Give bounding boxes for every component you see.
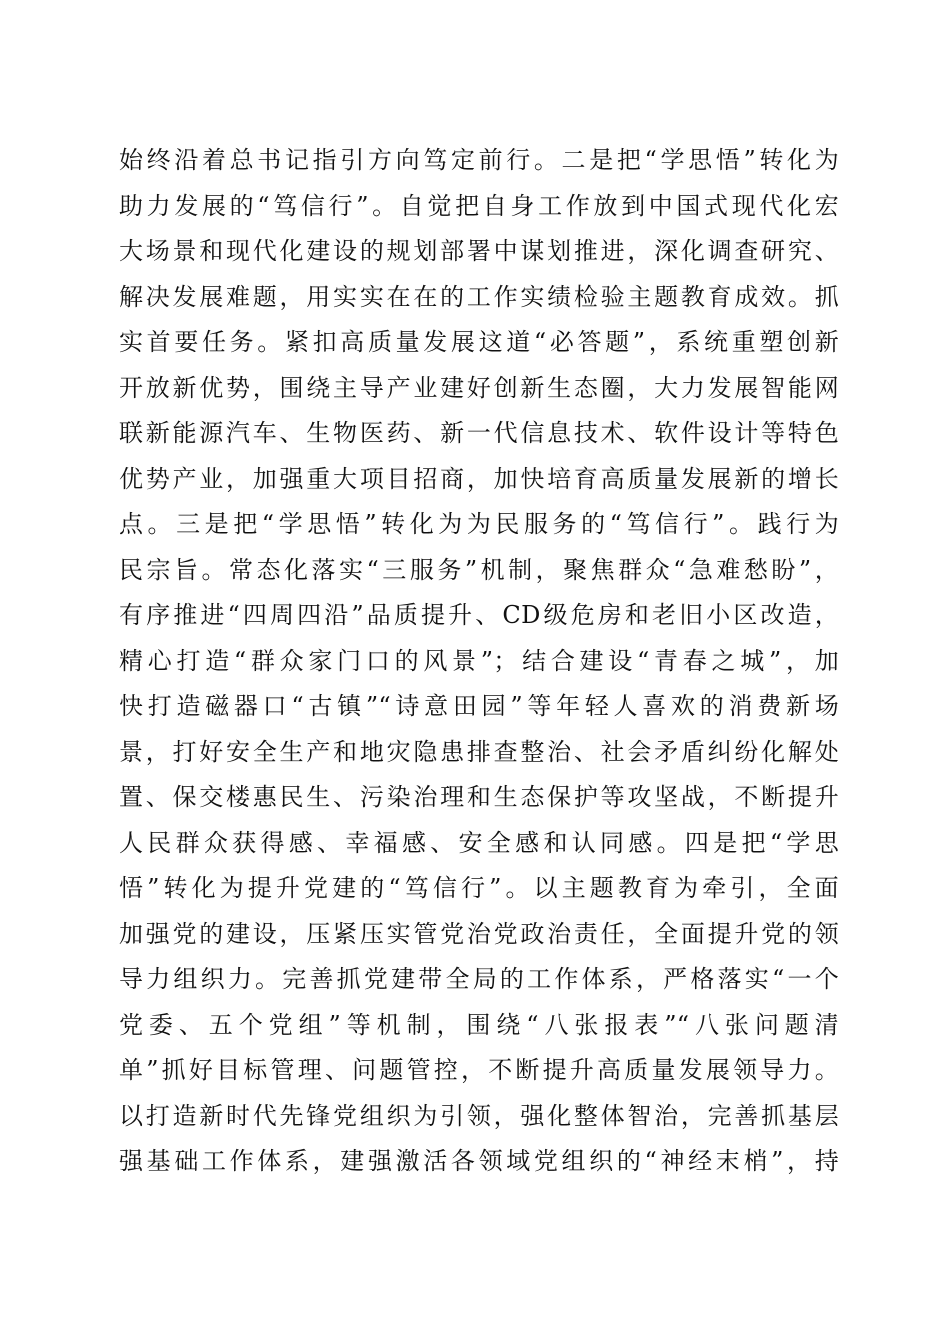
text-line: 有序推进“四周四沿”品质提升、CD级危房和老旧小区改造， <box>119 601 839 629</box>
text-line: 单”抓好目标管理、问题管控，不断提升高质量发展领导力。 <box>119 1056 839 1084</box>
text-line: 导力组织力。完善抓党建带全局的工作体系，严格落实“一个 <box>119 965 839 993</box>
text-line: 始终沿着总书记指引方向笃定前行。二是把“学思悟”转化为 <box>119 146 839 174</box>
text-line: 助力发展的“笃信行”。自觉把自身工作放到中国式现代化宏 <box>119 191 839 220</box>
text-line: 置、保交楼惠民生、污染治理和生态保护等攻坚战，不断提升 <box>119 783 839 811</box>
text-line: 党委、五个党组”等机制，围绕“八张报表”“八张问题清 <box>119 1010 839 1039</box>
text-line: 悟”转化为提升党建的“笃信行”。以主题教育为牵引，全面 <box>119 874 839 902</box>
text-line: 民宗旨。常态化落实“三服务”机制，聚焦群众“急难愁盼”， <box>119 555 839 584</box>
text-line: 强基础工作体系，建强激活各领域党组织的“神经末梢”，持 <box>119 1147 839 1175</box>
text-line: 大场景和现代化建设的规划部署中谋划推进，深化调查研究、 <box>119 237 839 265</box>
text-line: 以打造新时代先锋党组织为引领，强化整体智治，完善抓基层 <box>119 1101 839 1130</box>
text-line: 联新能源汽车、生物医药、新一代信息技术、软件设计等特色 <box>119 419 839 447</box>
text-line: 实首要任务。紧扣高质量发展这道“必答题”，系统重塑创新 <box>119 328 839 356</box>
text-line: 解决发展难题，用实实在在的工作实绩检验主题教育成效。抓 <box>119 282 839 311</box>
text-line: 人民群众获得感、幸福感、安全感和认同感。四是把“学思 <box>119 828 839 857</box>
text-line: 点。三是把“学思悟”转化为为民服务的“笃信行”。践行为 <box>119 510 839 538</box>
text-line: 快打造磁器口“古镇”“诗意田园”等年轻人喜欢的消费新场 <box>119 692 839 720</box>
text-line: 优势产业，加强重大项目招商，加快培育高质量发展新的增长 <box>119 464 839 493</box>
body-paragraph <box>119 138 839 1185</box>
text-line: 景，打好安全生产和地灾隐患排查整治、社会矛盾纠纷化解处 <box>119 737 839 766</box>
text-line: 加强党的建设，压紧压实管党治党政治责任，全面提升党的领 <box>119 919 839 948</box>
text-line: 开放新优势，围绕主导产业建好创新生态圈，大力发展智能网 <box>119 373 839 402</box>
text-line: 精心打造“群众家门口的风景”；结合建设“青春之城”，加 <box>119 646 839 675</box>
